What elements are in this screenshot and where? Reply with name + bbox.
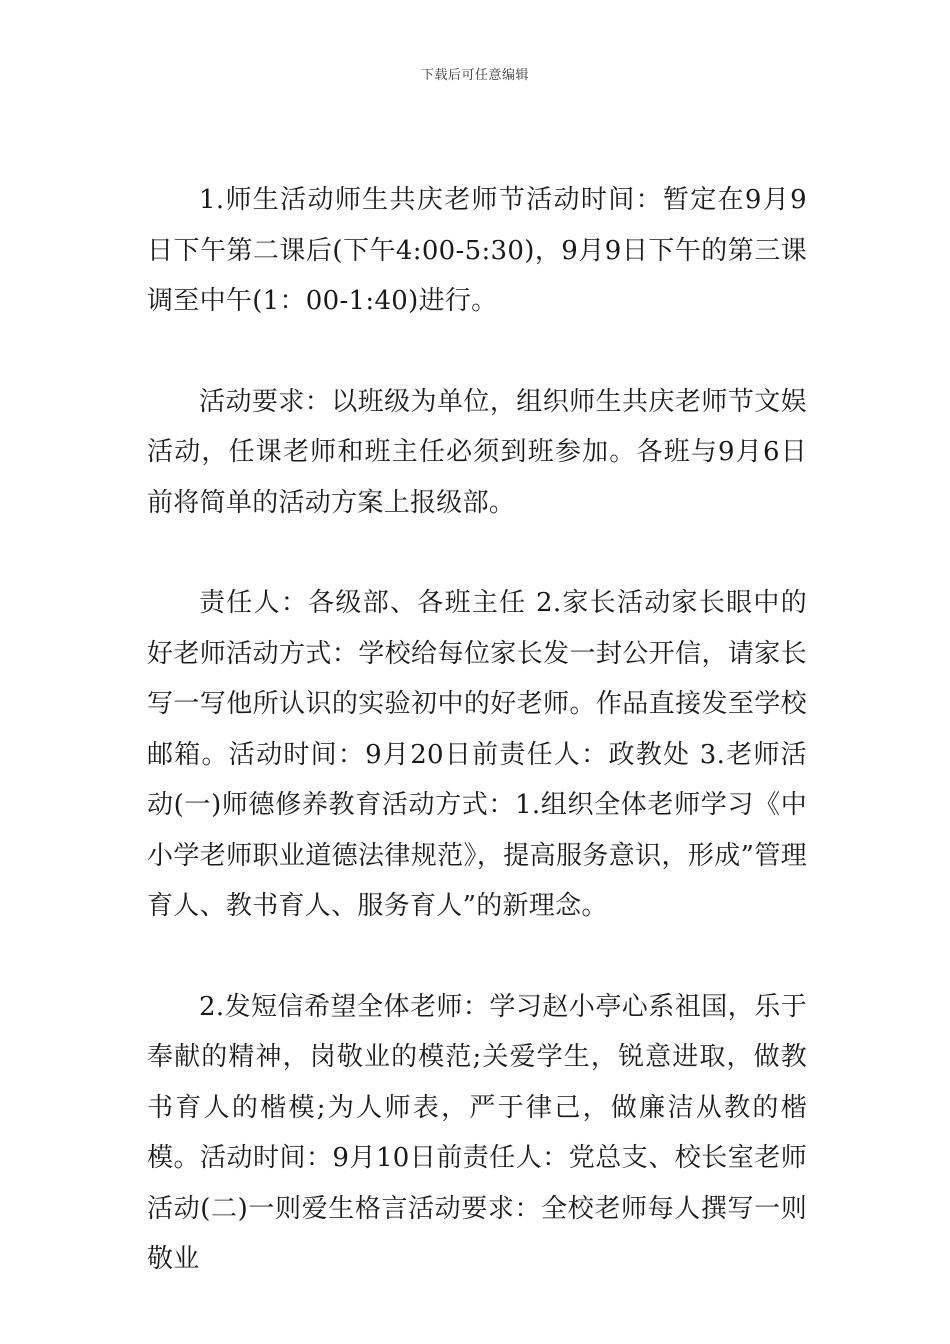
document-body bbox=[147, 175, 807, 1335]
paragraph-teacher-student-activity: 1.师生活动师生共庆老师节活动时间：暂定在9月9日下午第二课后(下午4:00-5:30)，9月9日下午的第三课调至中午(1：00-1:40)进行。 bbox=[147, 185, 807, 316]
paragraph-sms-message: 2.发短信希望全体老师：学习赵小亭心系祖国，乐于奉献的精神，岗敬业的模范;关爱学生，锐意进取，做教书育人的楷模;为人师表，严于律己，做廉洁从教的楷模。活动时间：9月10日前责任人：党总支、校长室老师活动(二)一则爱生格言活动要求：全校老师每人撰写一则敬业 bbox=[147, 991, 807, 1274]
paragraph-activity-requirements: 活动要求：以班级为单位，组织师生共庆老师节文娱活动，任课老师和班主任必须到班参加。各班与9月6日前将简单的活动方案上报级部。 bbox=[147, 386, 807, 518]
paragraph-responsible-persons: 责任人：各级部、各班主任 2.家长活动家长眼中的好老师活动方式：学校给每位家长发一封公开信，请家长写一写他所认识的实验初中的好老师。作品直接发至学校邮箱。活动时间：9月20日前责任人：政教处 3.老师活动(一)师德修养教育活动方式：1.组织全体老师学习《中小学老师职业道德法律规范》，提高服务意识，形成”管理育人、教书育人、服务育人”的新理念。 bbox=[147, 588, 807, 921]
page-header: 下载后可任意编辑 bbox=[420, 68, 529, 83]
